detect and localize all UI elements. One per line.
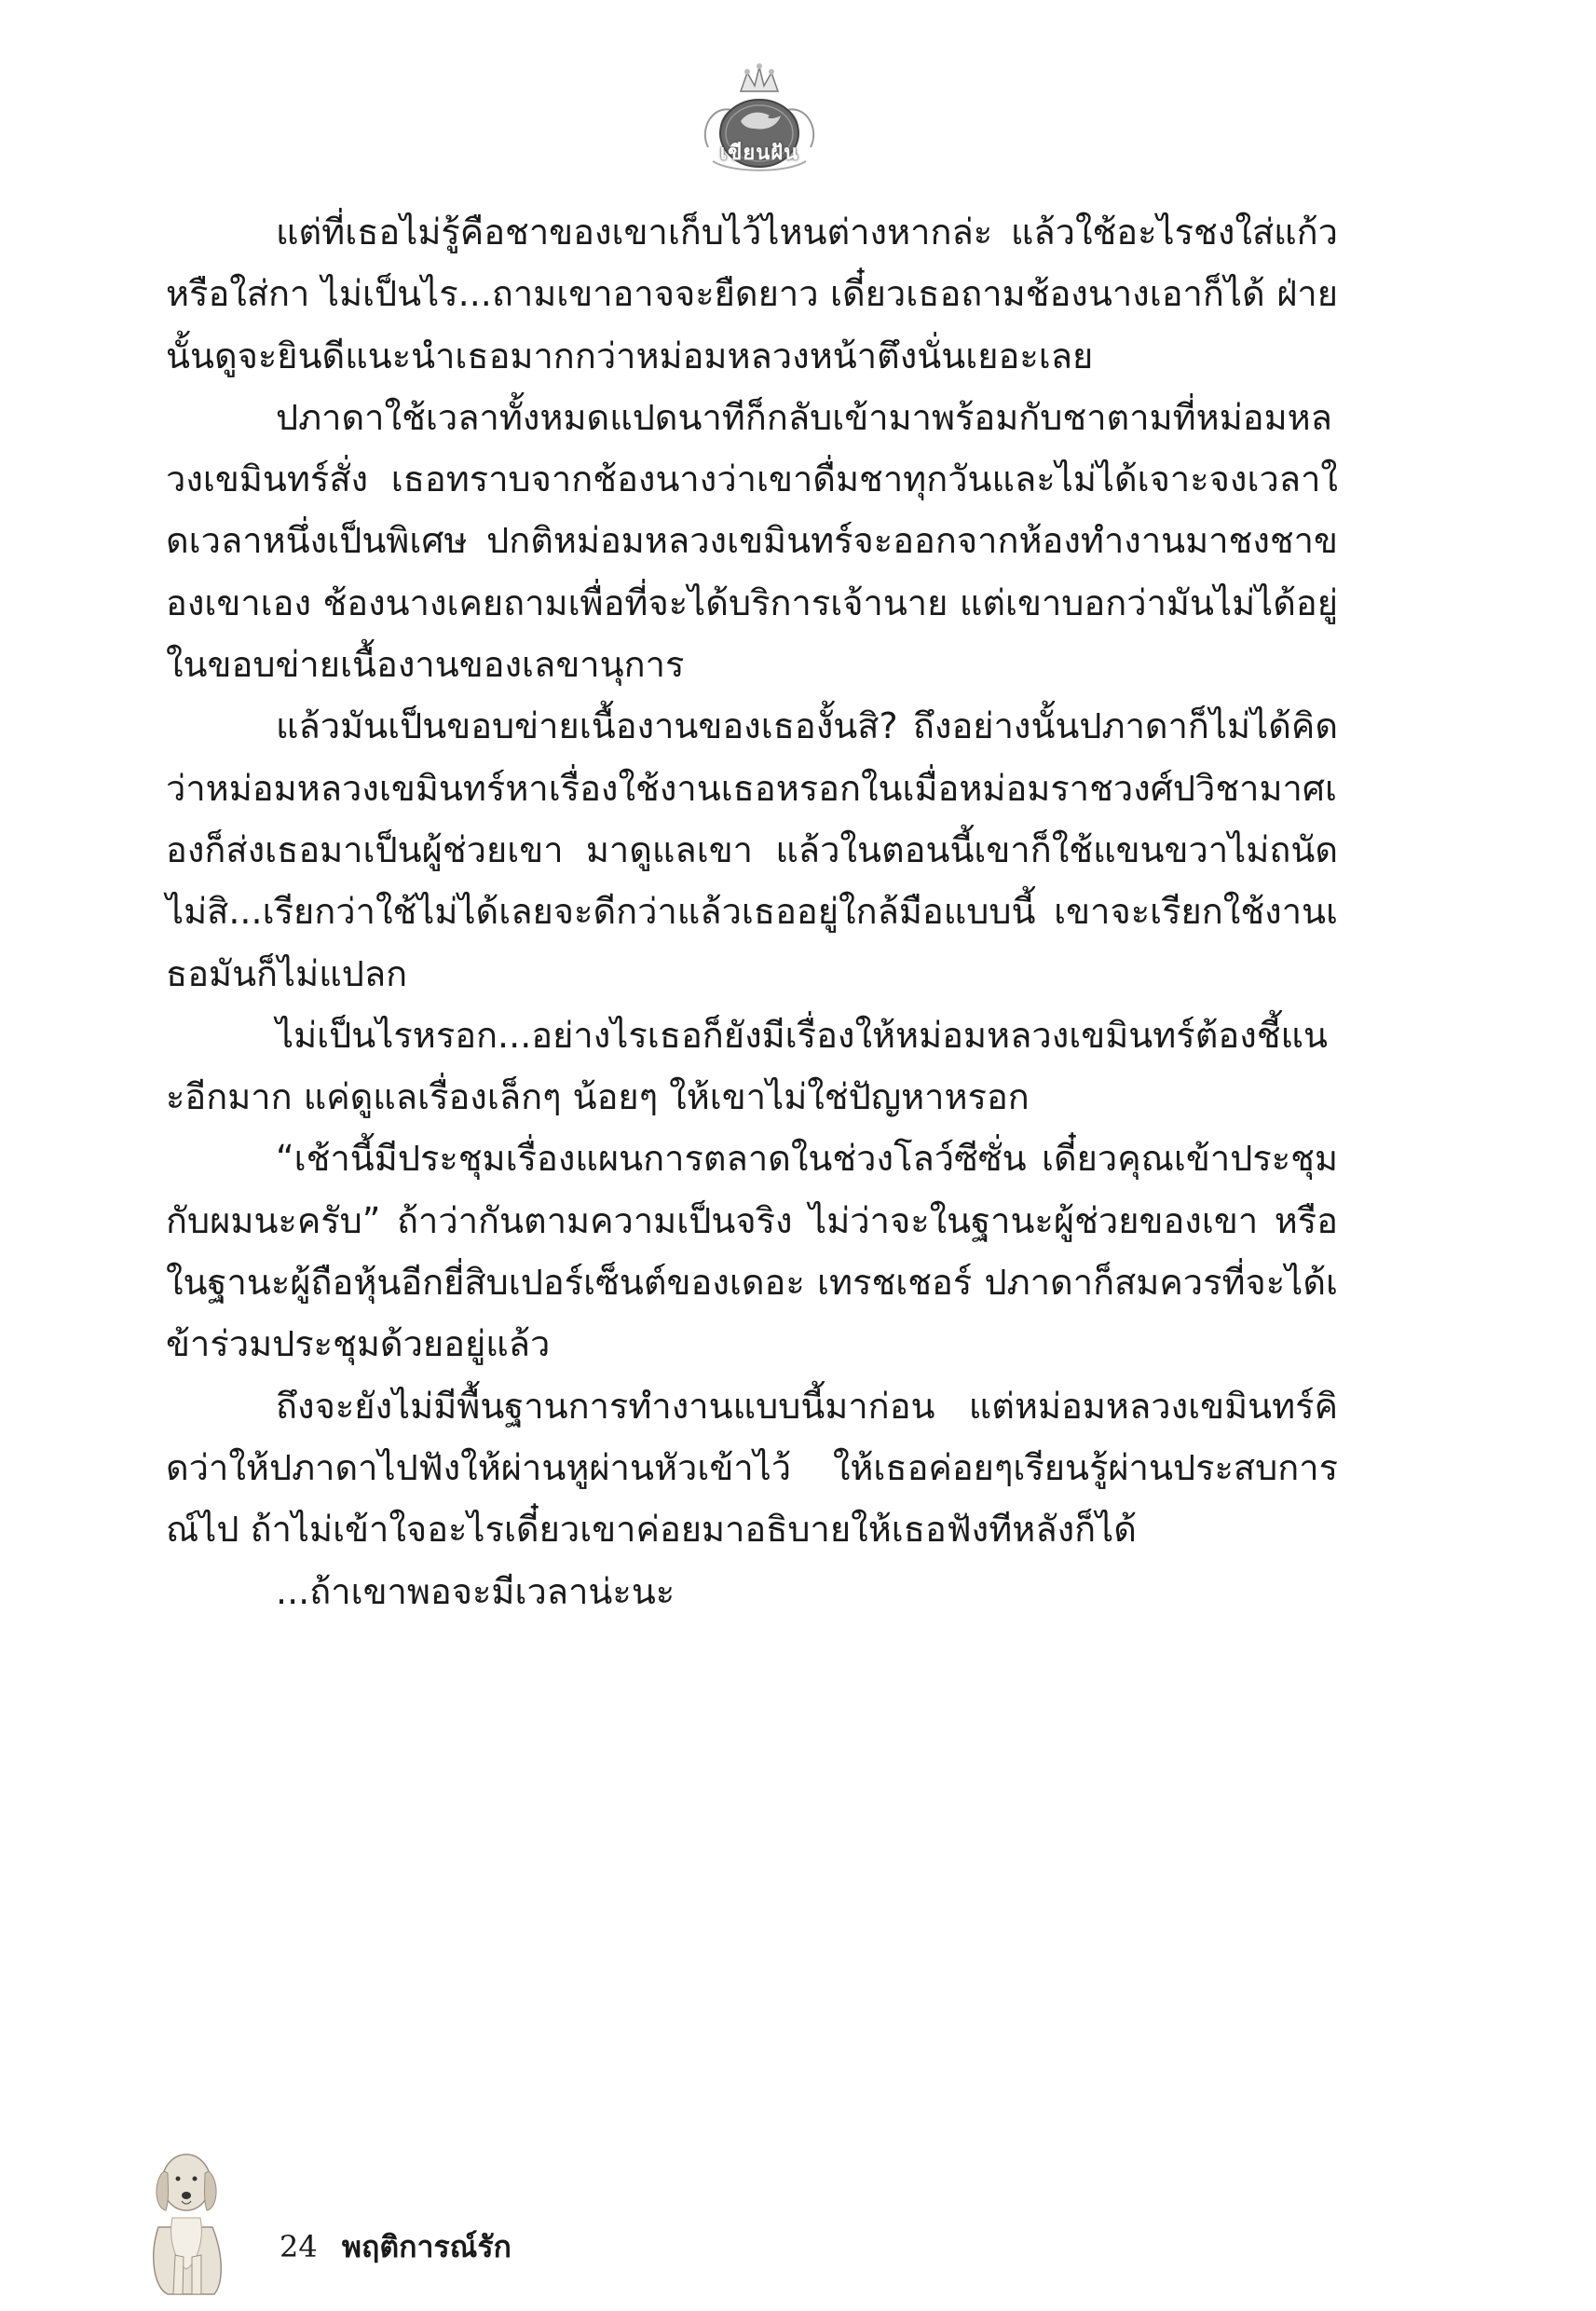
paragraph-4: ไม่เป็นไรหรอก...อย่างไรเธอก็ยังมีเรื่องให้หม่อมหลวงเขมินทร์ต้องชี้แนะอีกมาก แค่ดูแลเรื่องเล็กๆ น้อยๆ ให้เขาไม่ใช่ปัญหาหรอก [166,1014,1329,1118]
page-footer [280,2223,512,2271]
publisher-emblem-icon [689,54,829,185]
paragraph-2: ปภาดาใช้เวลาทั้งหมดแปดนาทีก็กลับเข้ามาพร้อมกับชาตามที่หม่อมหลวงเขมินทร์สั่ง เธอทราบจากช้องนางว่าเขาดื่มชาทุกวันและไม่ได้เจาะจงเวลาใดเวลาหนึ่งเป็นพิเศษ ปกติหม่อมหลวงเขมินทร์จะออกจากห้องทำงานมาชงชาของเขาเอง ช้องนางเคยถามเพื่อที่จะได้บริการเจ้านาย แต่เขาบอกว่ามันไม่ได้อยู่ในขอบข่ายเนื้องานของเลขานุการ [166,396,1338,686]
paragraph-5: “เช้านี้มีประชุมเรื่องแผนการตลาดในช่วงโลว์ซีซั่น เดี๋ยวคุณเข้าประชุมกับผมนะครับ” ถ้าว่ากันตามความเป็นจริง ไม่ว่าจะในฐานะผู้ช่วยของเขา หรือในฐานะผู้ถือหุ้นอีกยี่สิบเปอร์เซ็นต์ของเดอะ เทรชเชอร์ ปภาดาก็สมควรที่จะได้เข้าร่วมประชุมด้วยอยู่แล้ว [166,1138,1338,1365]
paragraph-6: ถึงจะยังไม่มีพื้นฐานการทำงานแบบนี้มาก่อน แต่หม่อมหลวงเขมินทร์คิดว่าให้ปภาดาไปฟังให้ผ่านหูผ่านหัวเข้าไว้ ให้เธอค่อยๆเรียนรู้ผ่านประสบการณ์ไป ถ้าไม่เข้าใจอะไรเดี๋ยวเขาค่อยมาอธิบายให้เธอฟังทีหลังก็ได้ [166,1385,1338,1551]
paragraph-1: แต่ที่เธอไม่รู้คือชาของเขาเก็บไว้ไหนต่างหากล่ะ แล้วใช้อะไรชงใส่แก้วหรือใส่กา ไม่เป็นไร...ถามเขาอาจจะยืดยาว เดี๋ยวเธอถามช้องนางเอาก็ได้ ฝ่ายนั้นดูจะยินดีแนะนำเธอมากกว่าหม่อมหลวงหน้าตึงนั่นเยอะเลย [166,212,1338,376]
emblem-label: เขียนฝัน [719,141,799,165]
book-title: พฤติการณ์รัก [341,2229,512,2264]
page-number: 24 [280,2229,318,2264]
paragraph-3: แล้วมันเป็นขอบข่ายเนื้องานของเธองั้นสิ? ถึงอย่างนั้นปภาดาก็ไม่ได้คิดว่าหม่อมหลวงเขมินทร์หาเรื่องใช้งานเธอหรอกในเมื่อหม่อมราชวงศ์ปวิชามาศเองก็ส่งเธอมาเป็นผู้ช่วยเขา มาดูแลเขา แล้วในตอนนี้เขาก็ใช้แขนขวาไม่ถนัด ไม่สิ...เรียกว่าใช้ไม่ได้เลยจะดีกว่าแล้วเธออยู่ใกล้มือแบบนี้ เขาจะเรียกใช้งานเธอมันก็ไม่แปลก [166,705,1338,994]
dog-illustration-icon [130,2115,242,2302]
paragraph-7: ...ถ้าเขาพอจะมีเวลาน่ะนะ [276,1570,675,1612]
page-body [166,201,1338,1622]
